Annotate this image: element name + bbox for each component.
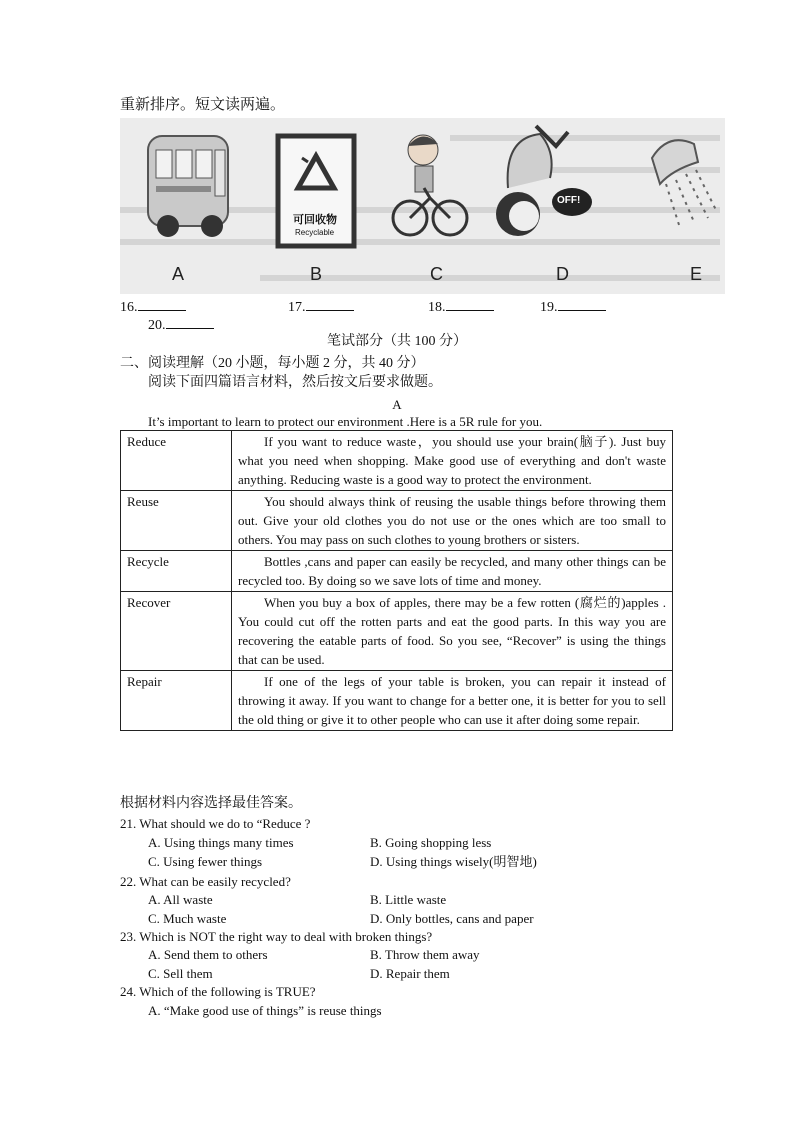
option[interactable]: C. Using fewer things xyxy=(148,854,263,869)
option[interactable]: A. Send them to others xyxy=(148,947,268,962)
rule-text: When you buy a box of apples, there may be a few rotten (腐烂的)apples . You could cut off the rotten parts and eat the good parts. In this way you are recovering the eatable parts of food. So you see, “Recover” is using the things that can be used. xyxy=(232,592,673,671)
option[interactable]: D. Repair them xyxy=(370,966,450,981)
rule-name: Recycle xyxy=(121,551,232,592)
option[interactable]: C. Sell them xyxy=(148,966,213,981)
part-heading: 二、阅读理解（20 小题，每小题 2 分，共 40 分） xyxy=(120,356,425,371)
rule-name: Reduce xyxy=(121,431,232,491)
rule-name: Recover xyxy=(121,592,232,671)
part-direction: 阅读下面四篇语言材料，然后按文后要求做题。 xyxy=(148,375,442,390)
picture-letter-c: C xyxy=(430,264,443,284)
answer-blank-19[interactable]: 19. xyxy=(540,297,606,317)
option[interactable]: A. Using things many times xyxy=(148,835,294,850)
table-row xyxy=(121,551,673,592)
option[interactable]: A. “Make good use of things” is reuse things xyxy=(148,1003,382,1018)
option[interactable]: B. Going shopping less xyxy=(370,835,492,850)
rule-text: You should always think of reusing the usable things before throwing them out. Give your old clothes you do not use or the ones which are too small to others. You may pass on such clothes to young brothers or sisters. xyxy=(232,491,673,551)
picture-letter-d: D xyxy=(556,264,569,284)
picture-letter-b: B xyxy=(310,264,323,284)
option[interactable]: B. Little waste xyxy=(370,892,447,907)
table-row xyxy=(121,491,673,551)
option[interactable]: D. Using things wisely(明智地) xyxy=(370,854,537,869)
switch-off-shower-icon xyxy=(496,126,592,236)
option[interactable]: B. Throw them away xyxy=(370,947,480,962)
question-stem: 24. Which of the following is TRUE? xyxy=(120,984,316,999)
rule-table xyxy=(120,430,673,731)
choose-instruction: 根据材料内容选择最佳答案。 xyxy=(120,796,302,811)
table-row xyxy=(121,671,673,731)
picture-strip xyxy=(120,118,725,294)
option[interactable]: D. Only bottles, cans and paper xyxy=(370,911,534,926)
table-row xyxy=(121,592,673,671)
listening-instruction: 重新排序。短文读两遍。 xyxy=(120,97,286,113)
picture-letter-a: A xyxy=(172,264,185,284)
sign-subtext: Recyclable xyxy=(295,228,335,237)
passage-label: A xyxy=(392,397,402,412)
answer-blank-16[interactable]: 16. xyxy=(120,297,186,317)
answer-blank-18[interactable]: 18. xyxy=(428,297,494,317)
picture-strip-art xyxy=(120,118,725,294)
passage-intro: It’s important to learn to protect our environment .Here is a 5R rule for you. xyxy=(148,414,543,429)
table-row xyxy=(121,431,673,491)
answer-blank-17[interactable]: 17. xyxy=(288,297,354,317)
rule-name: Reuse xyxy=(121,491,232,551)
rule-text: Bottles ,cans and paper can easily be recycled, and many other things can be recycled too. By doing so we save lots of time and money. xyxy=(232,551,673,592)
question-stem: 22. What can be easily recycled? xyxy=(120,874,291,889)
rule-text: If one of the legs of your table is broken, you can repair it instead of throwing it away. If you want to change for a better one, it is better for you to sell the old thing or give it to other people who can use it after doing some repair. xyxy=(232,671,673,731)
answer-blank-20[interactable]: 20. xyxy=(148,315,214,335)
option[interactable]: A. All waste xyxy=(148,892,213,907)
section-title: 笔试部分（共 100 分） xyxy=(327,334,467,349)
rule-name: Repair xyxy=(121,671,232,731)
question-stem: 23. Which is NOT the right way to deal with broken things? xyxy=(120,929,433,944)
rule-text: If you want to reduce waste，you should use your brain(脑子). Just buy what you need when shopping. Make good use of everything and don't waste anything. Reducing waste is a good way to protect the environment. xyxy=(232,431,673,491)
bus-icon xyxy=(148,136,228,237)
shower-head-icon xyxy=(652,140,716,228)
question-stem: 21. What should we do to “Reduce ? xyxy=(120,816,311,831)
picture-letter-e: E xyxy=(690,264,703,284)
boy-cycling-icon xyxy=(393,135,467,235)
sign-text: 可回收物 xyxy=(293,214,337,226)
option[interactable]: C. Much waste xyxy=(148,911,227,926)
off-bubble-text: OFF! xyxy=(557,195,581,206)
